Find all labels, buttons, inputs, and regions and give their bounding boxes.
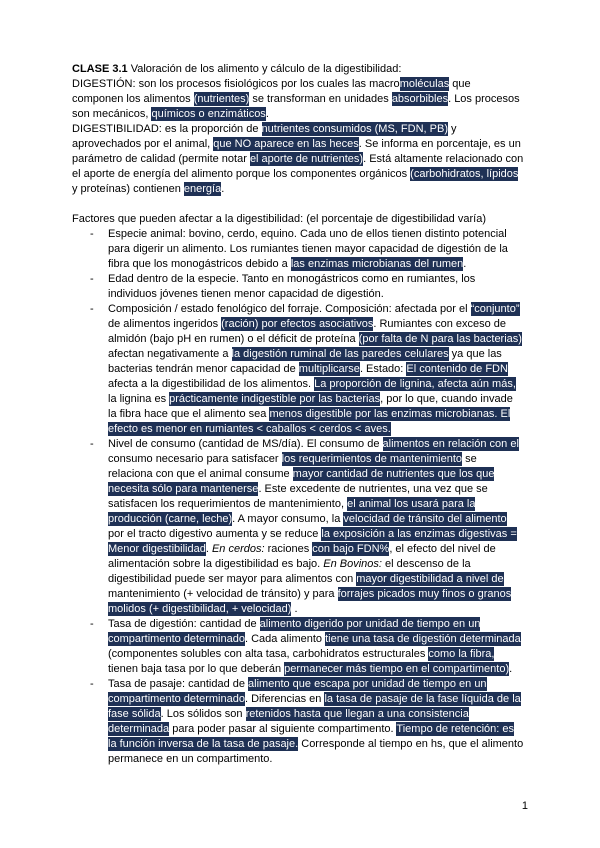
text-segment: para digerir un alimento. Los rumiantes tienen mayor capacidad de digestión de la [108, 243, 508, 255]
blank-line [72, 197, 528, 212]
highlighted-text: retenidos hasta que llegan a una consistencia [245, 708, 469, 720]
highlighted-text: energía [183, 183, 222, 195]
text-segment: (componentes solubles con alta tasa, carbohidratos estructurales [108, 648, 429, 660]
bullet-line-continuation [72, 362, 528, 377]
text-segment: Especie animal: bovino, cerdo, equino. Cada uno de ellos tienen distinto potencial [108, 228, 507, 240]
highlighted-text: Tiempo de retención: es [396, 723, 515, 735]
text-segment: de alimentos ingeridos [108, 318, 222, 330]
text-line [72, 137, 528, 152]
text-segment: . Está altamente relacionado con [363, 153, 524, 165]
text-segment: satisfacen los requerimientos de mantenimiento, [108, 498, 348, 510]
text-segment: se [462, 453, 477, 465]
bullet-line-continuation [72, 707, 528, 722]
text-segment: digestibilidad puede ser mayor para alimentos con [108, 573, 357, 585]
bullet-line-continuation [72, 287, 528, 302]
text-segment: para poder pasar al siguiente compartimento. [169, 723, 397, 735]
highlighted-text: efecto es menor en rumiantes < caballos < cerdos < aves. [108, 423, 391, 435]
text-segment: el aporte de energía del alimento porque los componentes orgánicos [72, 168, 411, 180]
text-segment: por el tracto digestivo aumenta y se reduce [108, 528, 322, 540]
bullet-line [72, 272, 528, 287]
highlighted-text: compartimento determinado [108, 633, 245, 645]
bullet-line-continuation [72, 662, 528, 677]
bullet-dash-icon: - [90, 303, 94, 315]
highlighted-text: el animal los usará para la [347, 498, 476, 510]
text-segment: ya que las [448, 348, 502, 360]
highlighted-text: alimento digerido por unidad de tiempo en un [259, 618, 481, 630]
bullet-dash-icon: - [90, 678, 94, 690]
bullet-dash-icon: - [90, 438, 94, 450]
highlighted-text: mayor digestibilidad a nivel de [356, 573, 504, 585]
bullet-line-continuation [72, 512, 528, 527]
text-segment: , el efecto del nivel de [389, 543, 496, 555]
highlighted-text: (por falta de N para las bacterias) [358, 333, 522, 345]
bullet-line-continuation [72, 482, 528, 497]
text-segment: En cerdos: [211, 543, 265, 555]
highlighted-text: las enzimas microbianas del rumen [290, 258, 464, 270]
highlighted-text: químicos o enzimáticos [151, 108, 266, 120]
bullet-line [72, 437, 528, 452]
bullet-line-continuation [72, 647, 528, 662]
highlighted-text: La proporción de lignina, afecta aún más, [314, 378, 516, 390]
highlighted-text: compartimento determinado [108, 693, 245, 705]
text-segment: . Estado: [359, 363, 407, 375]
text-line [72, 92, 528, 107]
bullet-line-continuation [72, 737, 528, 752]
highlighted-text: la tasa de pasaje de la fase líquida de la [324, 693, 521, 705]
text-segment: . Diferencias en [244, 693, 325, 705]
text-segment: . Cada alimento [244, 633, 326, 645]
highlighted-text: molidos (+ digestibilidad, + velocidad) [108, 603, 292, 615]
bullet-line-continuation [72, 692, 528, 707]
text-segment: almidón (bajo pH en rumen) o el déficit de proteína [108, 333, 359, 345]
text-line [72, 167, 528, 182]
highlighted-text: la exposición a las enzimas digestivas = [321, 528, 517, 540]
highlighted-text: forrajes picados muy finos o granos [337, 588, 512, 600]
text-line [72, 212, 528, 227]
text-line [72, 62, 528, 77]
highlighted-text: con bajo FDN% [312, 543, 390, 555]
bullet-line-continuation [72, 527, 528, 542]
bullet-line-continuation [72, 632, 528, 647]
text-segment: son mecánicos, [72, 108, 152, 120]
text-segment: Composición / estado fenológico del forraje. Composición: afectada por el [108, 303, 471, 315]
bullet-line-continuation [72, 347, 528, 362]
highlighted-text: “conjunto” [470, 303, 520, 315]
text-segment: . [291, 603, 298, 615]
bullet-line-continuation [72, 557, 528, 572]
bullet-line-continuation [72, 422, 528, 437]
bullet-line [72, 227, 528, 242]
highlighted-text: los requerimientos de mantenimiento [281, 453, 463, 465]
bullet-line-continuation [72, 257, 528, 272]
text-segment: consumo necesario para satisfacer [108, 453, 282, 465]
bullet-line-continuation [72, 587, 528, 602]
text-segment: relaciona con que el animal consume [108, 468, 293, 480]
highlighted-text: prácticamente indigestible por las bacterias [169, 393, 381, 405]
bullet-dash-icon: - [90, 618, 94, 630]
highlighted-text: como la fibra, [428, 648, 495, 660]
bullet-line-continuation [72, 467, 528, 482]
highlighted-text: velocidad de tránsito del alimento [343, 513, 507, 525]
highlighted-text: permanecer más tiempo en el compartimento) [284, 663, 510, 675]
text-segment: , por lo que, cuando invade [380, 393, 513, 405]
highlighted-text: la digestión ruminal de las paredes celulares [231, 348, 449, 360]
bullet-line-continuation [72, 572, 528, 587]
highlighted-text: (nutrientes) [193, 93, 250, 105]
highlighted-text: necesita sólo para mantenerse [108, 483, 259, 495]
highlighted-text: alimentos en relación con el [382, 438, 519, 450]
text-segment: y [447, 123, 457, 135]
text-line [72, 107, 528, 122]
text-segment: . [221, 183, 225, 195]
text-segment: Edad dentro de la especie. Tanto en monogástricos como en rumiantes, los [108, 273, 476, 285]
highlighted-text: el aporte de nutrientes) [249, 153, 364, 165]
text-line [72, 77, 528, 92]
text-segment: Nivel de consumo (cantidad de MS/día). El consumo de [108, 438, 383, 450]
highlighted-text: alimento que escapa por unidad de tiempo en un [248, 678, 487, 690]
text-segment: la lignina es [108, 393, 170, 405]
text-segment: afectan negativamente a [108, 348, 232, 360]
highlighted-text: que NO aparece en las heces [213, 138, 359, 150]
bullet-line-continuation [72, 377, 528, 392]
text-segment: . Los procesos [448, 93, 520, 105]
highlighted-text: producción (carne, leche) [108, 513, 233, 525]
bullet-line-continuation [72, 407, 528, 422]
bullet-line [72, 617, 528, 632]
text-segment: y proteínas) contienen [72, 183, 184, 195]
text-segment: alimentación sobre la digestibilidad es bajo. [108, 558, 324, 570]
bullet-line [72, 677, 528, 692]
text-segment: componen los alimentos [72, 93, 194, 105]
text-segment: . [205, 543, 212, 555]
text-segment: DIGESTIBILIDAD: es la proporción de [72, 123, 262, 135]
bullet-line-continuation [72, 242, 528, 257]
bullet-dash-icon: - [90, 273, 94, 285]
text-segment: individuos jóvenes tienen menor capacidad de digestión. [108, 288, 384, 300]
text-segment: se transforman en unidades [249, 93, 392, 105]
bullet-line-continuation [72, 332, 528, 347]
text-segment: aprovechados por el animal, [72, 138, 214, 150]
text-segment: DIGESTIÓN: son los procesos fisiológicos por los cuales las macro [72, 78, 400, 90]
text-segment: Tasa de digestión: cantidad de [108, 618, 260, 630]
highlighted-text: absorbibles [391, 93, 449, 105]
text-segment: el descenso de la [381, 558, 471, 570]
text-segment: Tasa de pasaje: cantidad de [108, 678, 249, 690]
bullet-line-continuation [72, 497, 528, 512]
highlighted-text: nutrientes consumidos (MS, FDN, PB) [261, 123, 448, 135]
bullet-line [72, 302, 528, 317]
text-segment: mantenimiento (+ velocidad de tránsito) y para [108, 588, 338, 600]
text-line [72, 122, 528, 137]
bullet-line-continuation [72, 317, 528, 332]
text-segment: . Este excedente de nutrientes, una vez que se [258, 483, 488, 495]
highlighted-text: fase sólida [108, 708, 161, 720]
bullet-dash-icon: - [90, 228, 94, 240]
bullet-line-continuation [72, 602, 528, 617]
text-segment: . Rumiantes con exceso de [373, 318, 507, 330]
text-segment: . A mayor consumo, la [232, 513, 344, 525]
text-segment: . [265, 108, 269, 120]
text-segment: permanece en un compartimento. [108, 753, 273, 765]
highlighted-text: mayor cantidad de nutrientes que los que [292, 468, 495, 480]
text-segment: . [463, 258, 467, 270]
text-line [72, 182, 528, 197]
text-segment: afecta a la digestibilidad de los alimentos. [108, 378, 315, 390]
text-segment: . Se informa en porcentaje, es un [358, 138, 521, 150]
text-segment: fibra que los monogástricos debido a [108, 258, 291, 270]
highlighted-text: tiene una tasa de digestión determinada [325, 633, 521, 645]
document-body [72, 62, 528, 767]
text-segment: parámetro de calidad (permite notar [72, 153, 250, 165]
highlighted-text: multiplicarse [298, 363, 360, 375]
bullet-line-continuation [72, 722, 528, 737]
bullet-line-continuation [72, 542, 528, 557]
text-segment: Factores que pueden afectar a la digestibilidad: (el porcentaje de digestibilidad varía) [72, 213, 486, 225]
highlighted-text: moléculas [399, 78, 450, 90]
text-segment: En Bovinos: [323, 558, 382, 570]
text-segment: Corresponde al tiempo en hs, que el alimento [298, 738, 524, 750]
text-segment: bacterias tendrán menor capacidad de [108, 363, 299, 375]
highlighted-text: Menor digestibilidad [108, 543, 206, 555]
highlighted-text: (ración) por efectos asociativos [221, 318, 374, 330]
text-segment: Valoración de los alimento y cálculo de la digestibilidad: [127, 63, 402, 75]
text-segment: que [449, 78, 471, 90]
text-segment: . [509, 663, 513, 675]
highlighted-text: la función inversa de la tasa de pasaje. [108, 738, 299, 750]
bullet-line-continuation [72, 392, 528, 407]
highlighted-text: El contenido de FDN [406, 363, 508, 375]
bullet-line-continuation [72, 452, 528, 467]
highlighted-text: determinada [108, 723, 170, 735]
text-line [72, 152, 528, 167]
text-segment: raciones [264, 543, 313, 555]
highlighted-text: menos digestible por las enzimas microbianas. El [269, 408, 511, 420]
highlighted-text: (carbohidratos, lípidos [410, 168, 519, 180]
text-segment: tienen baja tasa por lo que deberán [108, 663, 285, 675]
text-segment: CLASE 3.1 [72, 63, 128, 75]
text-segment: . Los sólidos son [160, 708, 246, 720]
page-number: 1 [521, 800, 528, 812]
bullet-line-continuation [72, 752, 528, 767]
text-segment: la fibra hace que el alimento sea [108, 408, 270, 420]
